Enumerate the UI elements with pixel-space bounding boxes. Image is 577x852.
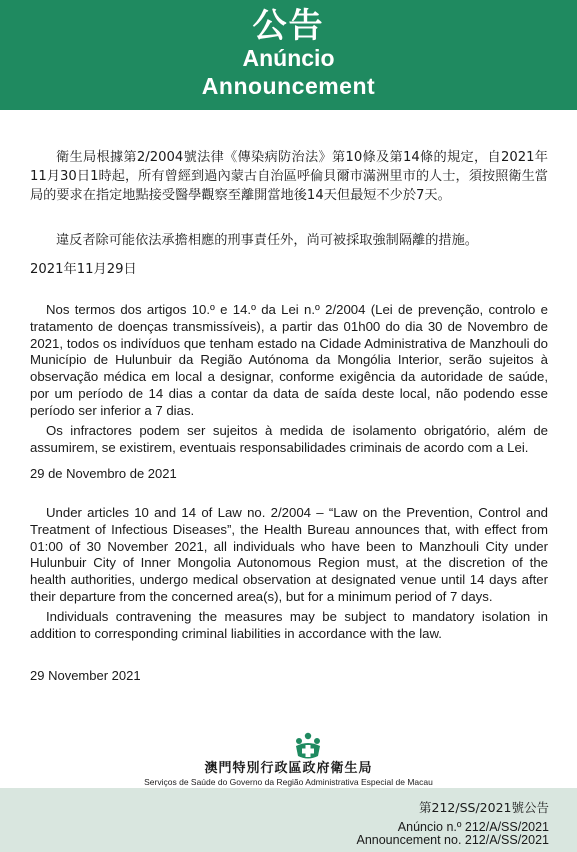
portuguese-paragraph-1: Nos termos dos artigos 10.º e 14.º da Lei n.º 2/2004 (Lei de prevenção, controlo e tratamento de doenças transmissíveis), a partir das 01h00 do dia 30 de Novembro de 2021, todos os indivíduos que tenham estado na Cidade Administrativa de Manzhouli do Município de Hulunbuir da Região Autónoma da Mongólia Interior, serão sujeitos à observação médica em local a designar, conforme exigência da autoridade de saúde, por um período de 14 dias a contar da data de saída deste local, não podendo esse período ser inferior a 7 dias. bbox=[30, 302, 548, 418]
announcement-header bbox=[0, 0, 577, 110]
english-paragraph-1: Under articles 10 and 14 of Law no. 2/2004 – “Law on the Prevention, Control and Treatment of Infectious Diseases”, the Health Bureau announces that, with effect from 01:00 of 30 November 2021, all individuals who have been to Manzhouli City under Hulunbuir City of Inner Mongolia Autonomous Region must, at the discretion of the health authorities, undergo medical observation at designated venue until 14 days after their departure from the concerned area(s), but for a minimum period of 7 days. bbox=[30, 505, 548, 604]
english-paragraph-2: Individuals contravening the measures may be subject to mandatory isolation in addition to corresponding criminal liabilities in accordance with the law. bbox=[30, 609, 548, 641]
title-english: Announcement bbox=[201, 73, 376, 99]
reference-english: Announcement no. 212/A/SS/2021 bbox=[356, 833, 549, 847]
issuer-name-chinese: 澳門特別行政區政府衛生局 bbox=[204, 761, 373, 776]
health-bureau-logo-icon bbox=[293, 732, 323, 760]
chinese-paragraph-2: 違反者除可能依法承擔相應的刑事責任外，尚可被採取強制隔離的措施。 bbox=[56, 233, 478, 248]
portuguese-date: 29 de Novembro de 2021 bbox=[30, 466, 177, 481]
chinese-paragraph-1: 衛生局根據第2/2004號法律《傳染病防治法》第10條及第14條的規定，自2021年11月30日1時起，所有曾經到過內蒙古自治區呼倫貝爾市滿洲里市的人士，須按照衛生當局的要求在指定地點接受醫學觀察至離開當地後14天但最短不少於7天。 bbox=[30, 150, 548, 203]
reference-chinese: 第212/SS/2021號公告 bbox=[419, 800, 549, 815]
title-chinese: 公告 bbox=[252, 6, 325, 46]
reference-portuguese: Anúncio n.º 212/A/SS/2021 bbox=[397, 820, 549, 834]
title-portuguese: Anúncio bbox=[242, 45, 335, 71]
issuer-name-portuguese: Serviços de Saúde do Governo da Região Administrativa Especial de Macau bbox=[144, 777, 433, 787]
english-date: 29 November 2021 bbox=[30, 668, 141, 683]
portuguese-paragraph-2: Os infractores podem ser sujeitos à medida de isolamento obrigatório, além de assumirem, se existirem, eventuais responsabilidades criminais de acordo com a Lei. bbox=[30, 423, 548, 455]
chinese-date: 2021年11月29日 bbox=[30, 262, 137, 277]
reference-footer bbox=[0, 788, 577, 852]
